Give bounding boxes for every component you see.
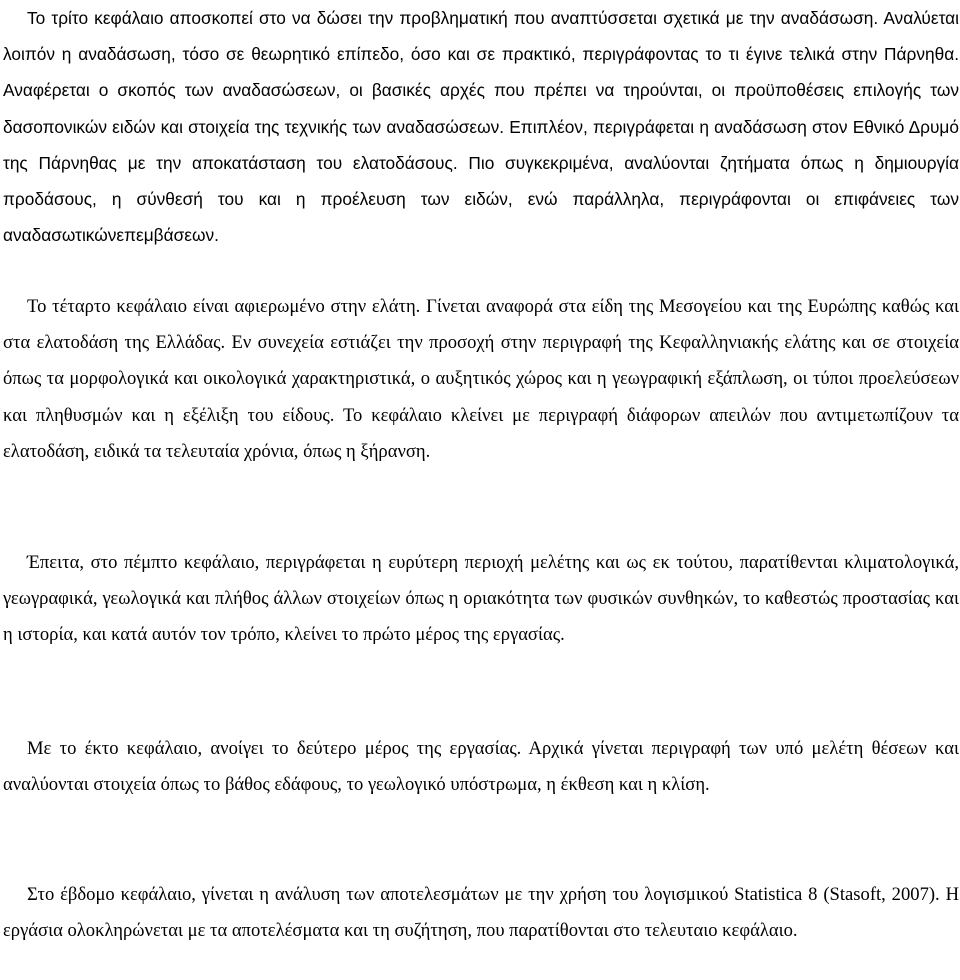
paragraph-chapter-4 [3, 289, 959, 470]
paragraph-text: Έπειτα, στο πέμπτο κεφάλαιο, περιγράφεται η ευρύτερη περιοχή μελέτης και ως εκ τούτου, παρατίθενται κλιματολογικά, γεωγραφικά, γεωλογικά και πλήθος άλλων στοιχείων όπως η οριακότητα των φυσικών συνθηκών, το καθεστώς προστασίας και η ιστορία, και κατά αυτόν τον τρόπο, κλείνει το πρώτο μέρος της εργασίας. [3, 552, 959, 646]
paragraph-chapter-6 [3, 731, 959, 803]
paragraph-text: Το τρίτο κεφάλαιο αποσκοπεί στο να δώσει την προβληματική που αναπτύσσεται σχετικά με την αναδάσωση. Αναλύεται λοιπόν η αναδάσωση, τόσο σε θεωρητικό επίπεδο, όσο και σε πρακτικό, περιγράφοντας το τι έγινε τελικά στην Πάρνηθα. Αναφέρεται ο σκοπός των αναδασώσεων, οι βασικές αρχές που πρέπει να τηρούνται, οι προϋποθέσεις επιλογής των δασοπονικών ειδών και στοιχεία της τεχνικής των αναδασώσεων. Επιπλέον, περιγράφεται η αναδάσωση στον Εθνικό Δρυμό της Πάρνηθας με την αποκατάσταση του ελατοδάσους. Πιο συγκεκριμένα, αναλύονται ζητήματα όπως η δημιουργία προδάσους, η σύνθεσή του και η προέλευση των ειδών, ενώ παράλληλα, περιγράφονται οι επιφάνειες των αναδασωτικώνεπεμβάσεων. [3, 8, 959, 246]
paragraph-chapter-3 [3, 0, 959, 253]
paragraph-text: Στο έβδομο κεφάλαιο, γίνεται η ανάλυση των αποτελεσμάτων με την χρήση του λογισμικού Statistica 8 (Stasoft, 2007). Η εργάσια ολοκληρώνεται με τα αποτελέσματα και τη συζήτηση, που παρατίθονται στο τελευταιο κεφάλαιο. [3, 884, 959, 942]
paragraph-text: Το τέταρτο κεφάλαιο είναι αφιερωμένο στην ελάτη. Γίνεται αναφορά στα είδη της Μεσογείου και της Ευρώπης καθώς και στα ελατοδάση της Ελλάδας. Εν συνεχεία εστιάζει την προσοχή στην περιγραφή της Κεφαλληνιακής ελάτης και σε στοιχεία όπως τα μορφολογικά και οικολογικά χαρακτηριστικά, ο αυξητικός χώρος και η γεωγραφική εξάπλωση, οι τύποι προελεύσεων και πληθυσμών και η εξέλιξη του είδους. Το κεφάλαιο κλείνει με περιγραφή διάφορων απειλών που αντιμετωπίζουν τα ελατοδάση, ειδικά τα τελευταία χρόνια, όπως η ξήρανση. [3, 296, 959, 462]
paragraph-text: Με το έκτο κεφάλαιο, ανοίγει το δεύτερο μέρος της εργασίας. Αρχικά γίνεται περιγραφή των υπό μελέτη θέσεων και αναλύονται στοιχεία όπως το βάθος εδάφους, το γεωλογικό υπόστρωμα, η έκθεση και η κλίση. [3, 738, 959, 796]
paragraph-chapter-5 [3, 545, 959, 654]
paragraph-chapter-7 [3, 877, 959, 949]
